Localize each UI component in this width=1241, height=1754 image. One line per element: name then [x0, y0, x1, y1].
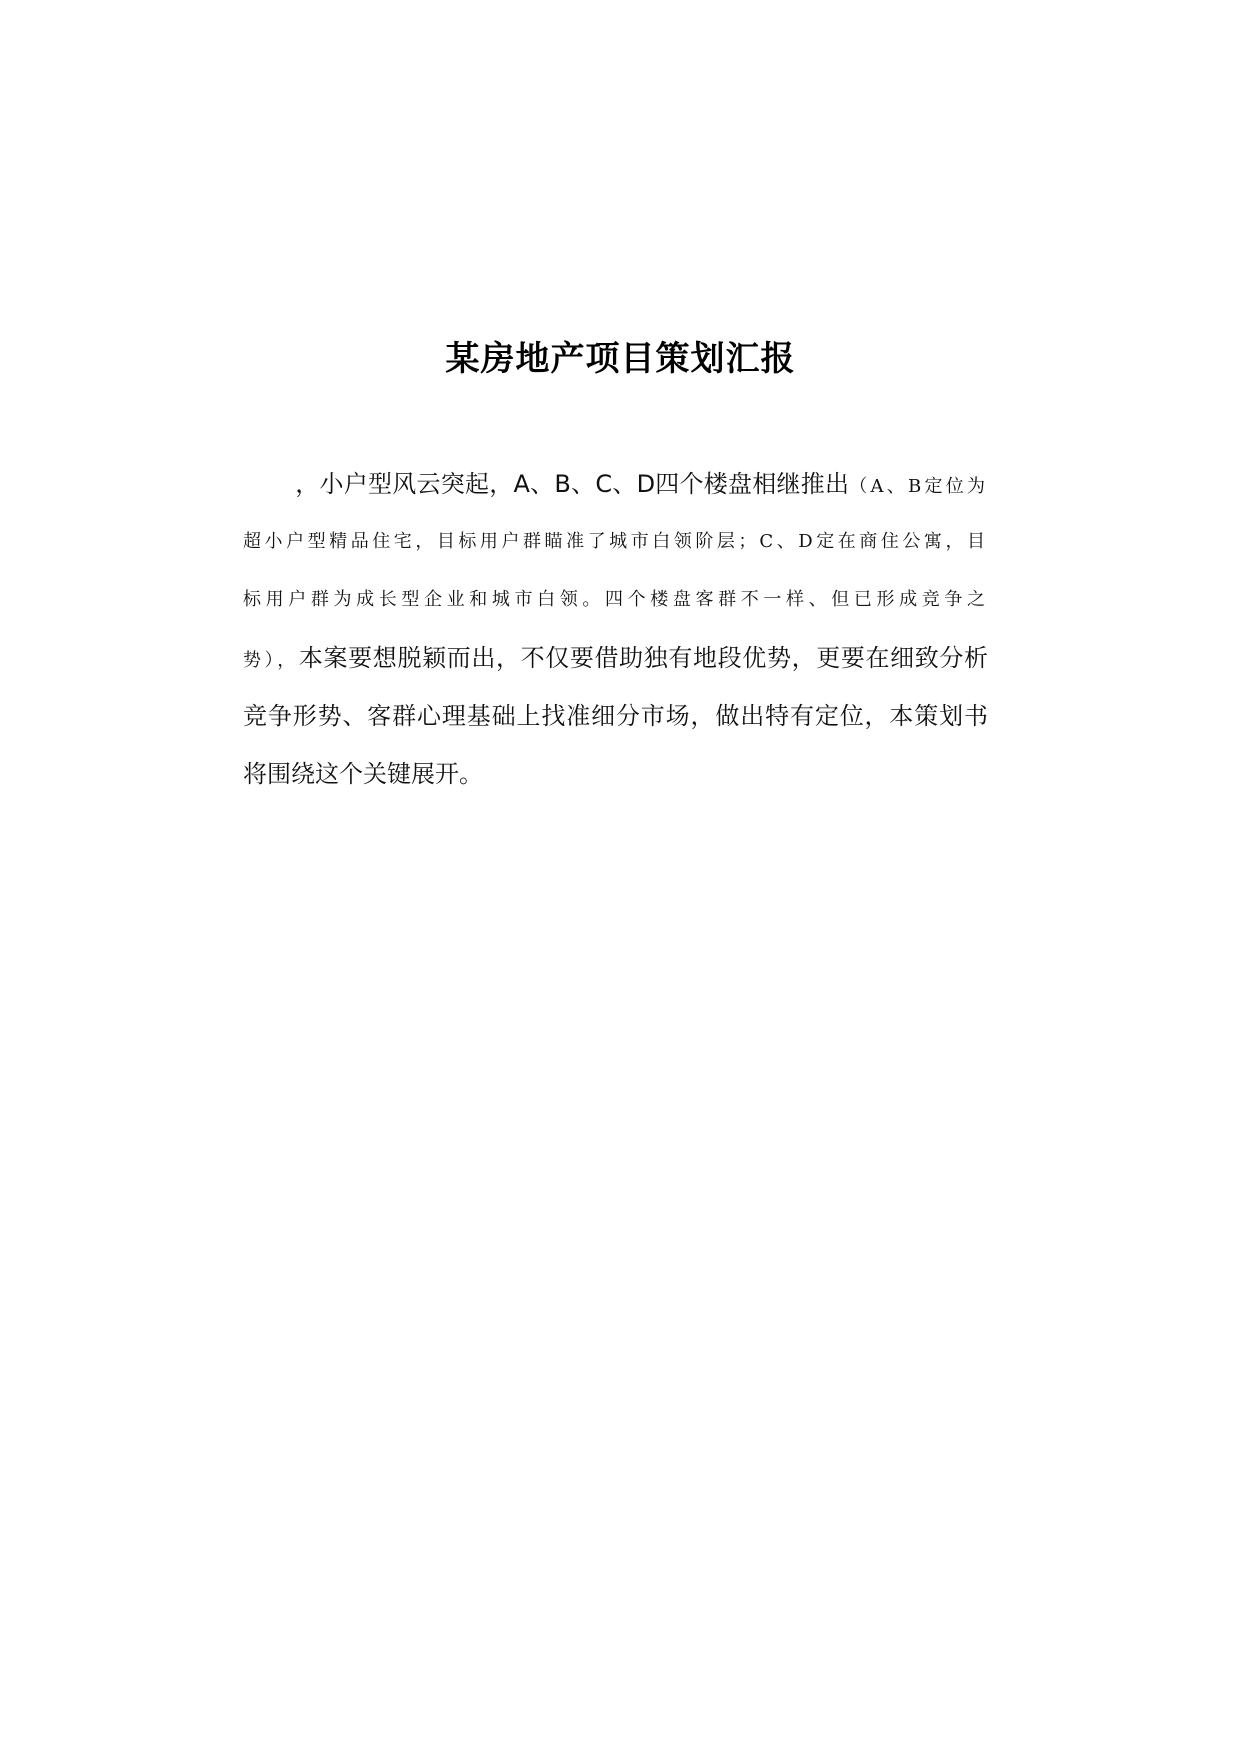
line-4-small-text: 势）， — [243, 650, 299, 671]
paragraph-line-5: 竞争形势、客群心理基础上找准细分市场，做出特有定位，本策划书 — [243, 702, 988, 730]
paragraph-line-2: 超小户型精品住宅，目标用户群瞄准了城市白领阶层；C、D定在商住公寓，目 — [243, 531, 988, 552]
paragraph-line-4 — [243, 629, 988, 687]
paragraph-line-3: 标用户群为成长型企业和城市白领。四个楼盘客群不一样、但已形成竞争之 — [243, 589, 988, 610]
line-4-main-text: 本案要想脱颖而出，不仅要借助独有地段优势，更要在细致分析 — [298, 644, 988, 672]
body-paragraph — [243, 455, 988, 803]
line-1-main-text: ，小户型风云突起，A、B、C、D四个楼盘相继推出 — [295, 470, 850, 498]
paragraph-line-1 — [243, 455, 988, 513]
line-1-small-text: （A、B定位为 — [849, 476, 988, 497]
paragraph-line-6: 将围绕这个关键展开。 — [243, 760, 483, 788]
document-title: 某房地产项目策划汇报 — [445, 339, 796, 379]
